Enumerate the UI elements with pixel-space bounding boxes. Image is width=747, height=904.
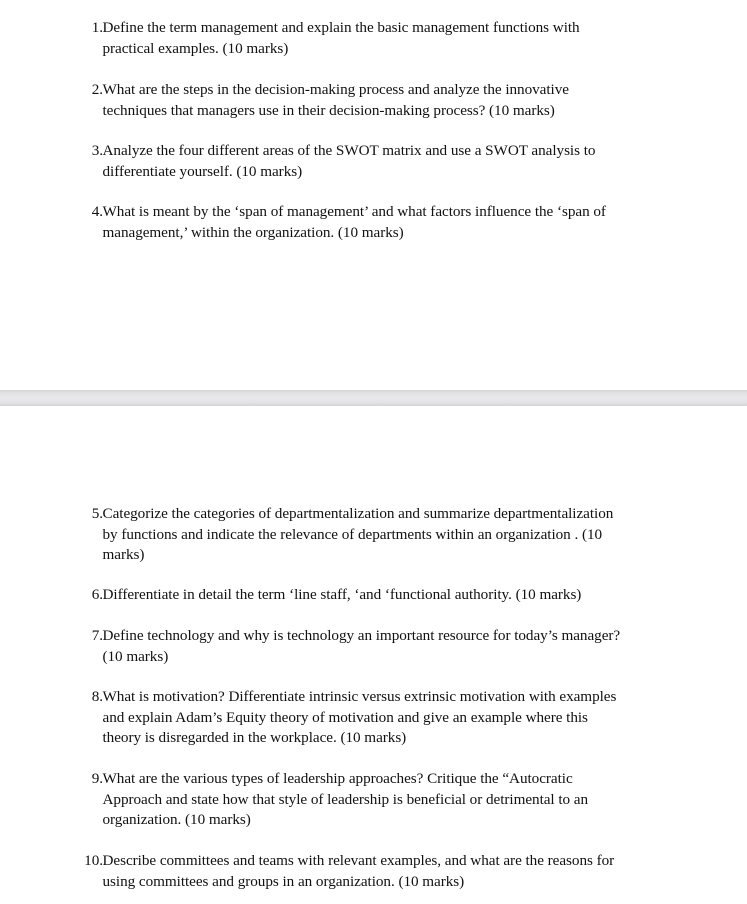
question-line: practical examples. (10 marks) — [102, 39, 289, 57]
question-1 — [75, 18, 685, 59]
question-number: 10. — [84, 852, 103, 869]
question-line: marks) — [102, 546, 145, 563]
question-2 — [75, 80, 685, 121]
question-10 — [75, 851, 685, 892]
question-line: Approach and state how that style of leadership is beneficial or detrimental to an — [102, 790, 589, 808]
question-number: 9. — [91, 770, 103, 787]
question-line: What is meant by the ‘span of management’ and what factors influence the ‘span of — [102, 203, 606, 220]
question-line: Define the term management and explain the basic management functions with — [102, 19, 580, 36]
question-number: 3. — [91, 142, 103, 159]
question-line: management,’ within the organization. (10 marks) — [102, 223, 404, 241]
question-7 — [75, 626, 685, 667]
question-number: 5. — [91, 505, 103, 522]
question-number: 8. — [91, 688, 103, 705]
question-text — [103, 769, 686, 831]
question-line: using committees and groups in an organization. (10 marks) — [102, 872, 465, 890]
question-text — [103, 18, 686, 59]
document-page-2 — [0, 406, 747, 904]
question-5 — [75, 504, 685, 566]
question-6 — [75, 585, 685, 606]
question-line: Define technology and why is technology an important resource for today’s manager? — [102, 627, 621, 644]
question-text — [103, 851, 686, 892]
question-9 — [75, 769, 685, 831]
question-text — [103, 585, 686, 606]
question-3 — [75, 141, 685, 182]
question-line: Describe committees and teams with relevant examples, and what are the reasons for — [102, 852, 615, 869]
question-4 — [75, 202, 685, 243]
question-line: What are the various types of leadership approaches? Critique the “Autocratic — [102, 770, 573, 787]
question-line: (10 marks) — [102, 647, 169, 665]
page-separator — [0, 390, 747, 406]
question-text — [103, 626, 686, 667]
question-line: What is motivation? Differentiate intrinsic versus extrinsic motivation with examples — [102, 688, 617, 705]
question-line: Differentiate in detail the term ‘line staff, ‘and ‘functional authority. (10 marks) — [102, 586, 582, 603]
question-number: 1. — [91, 19, 103, 36]
question-text — [103, 141, 686, 182]
question-line: differentiate yourself. (10 marks) — [102, 162, 303, 180]
question-number: 2. — [91, 81, 103, 98]
question-line: by functions and indicate the relevance of departments within an organization . (10 — [102, 525, 603, 543]
question-text — [103, 80, 686, 121]
question-number: 6. — [91, 586, 103, 603]
question-line: Analyze the four different areas of the SWOT matrix and use a SWOT analysis to — [102, 142, 596, 159]
question-8 — [75, 687, 685, 749]
question-line: What are the steps in the decision-making process and analyze the innovative — [102, 81, 569, 98]
document-page-1 — [0, 0, 747, 390]
question-text — [103, 687, 686, 749]
question-line: Categorize the categories of departmentalization and summarize departmentalization — [102, 505, 614, 522]
question-line: organization. (10 marks) — [102, 811, 251, 828]
question-line: techniques that managers use in their decision-making process? (10 marks) — [102, 101, 555, 119]
question-text — [103, 504, 686, 566]
question-line: theory is disregarded in the workplace. (10 marks) — [102, 729, 407, 746]
question-text — [103, 202, 686, 243]
question-line: and explain Adam’s Equity theory of motivation and give an example where this — [102, 708, 588, 726]
question-number: 4. — [91, 203, 103, 220]
question-number: 7. — [91, 627, 103, 644]
